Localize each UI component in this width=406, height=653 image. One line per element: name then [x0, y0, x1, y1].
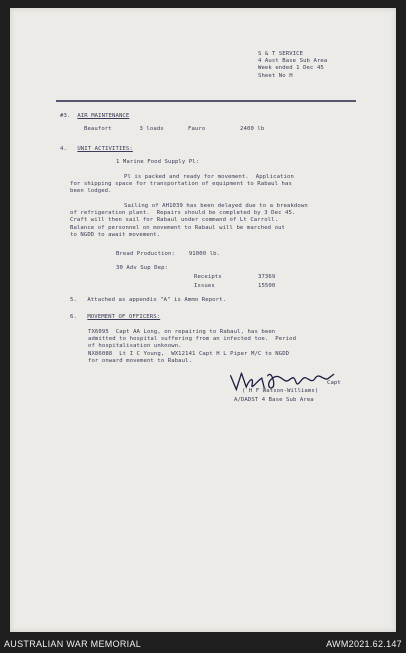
text-line: Sailing of AH1039 has been delayed due to a breakdown	[124, 203, 308, 209]
text-line: Craft will then sail for Rabaul under command of Lt Carroll.	[70, 217, 279, 224]
text-line: NX86088 Lt I C Young, WX12141 Capt H L Piper M/C to NGDD	[88, 350, 290, 357]
header-rule	[56, 100, 356, 102]
signatory-title: A/DADST 4 Base Sub Area	[234, 397, 314, 403]
text-line: Pl is packed and ready for movement. Application	[124, 174, 294, 180]
section-4-heading	[60, 146, 133, 153]
section-number: 4.	[60, 146, 67, 152]
subunit-heading: 1 Marine Food Supply Pl:	[116, 159, 200, 165]
paragraph-2	[70, 203, 308, 239]
paragraph-1	[70, 174, 294, 196]
footer-accession-number: AWM2021.62.147	[326, 639, 402, 649]
header-line: Week ended 1 Dec 45	[258, 65, 324, 72]
section-title: MOVEMENT OF OFFICERS:	[87, 314, 161, 320]
signature-rank: Capt	[327, 380, 341, 386]
issues-label: Issues	[194, 283, 215, 289]
text-line: Balance of personnel on movement to Rabaul will be marched out	[70, 224, 285, 231]
header-line: S & T SERVICE	[258, 51, 304, 57]
footer-institution: AUSTRALIAN WAR MEMORIAL	[4, 639, 142, 649]
issues-value: 15500	[258, 283, 276, 289]
section-title: AIR MAINTENANCE	[77, 113, 130, 119]
section-number: #3.	[60, 113, 71, 119]
text-line: to NGDD to await movement.	[70, 231, 161, 238]
header-line: 4 Aust Base Sub Area	[258, 58, 328, 65]
section-number: 6.	[70, 314, 77, 320]
text-line: for shipping space for transportation of equipment to Rabaul has	[70, 181, 292, 188]
paragraph-3	[88, 329, 296, 365]
signatory-name: ( H F Watson-Williams)	[242, 388, 319, 394]
unit-header	[258, 51, 327, 80]
air-maintenance-row: Beaufort 3 loads Fauro 2400 lb	[84, 126, 265, 132]
text-line: of refrigeration plant. Repairs should be completed by 3 Dec 45.	[70, 210, 296, 217]
text-line: TX6095 Capt AA Long, on repairing to Rabaul, has been	[88, 329, 276, 335]
receipts-label: Receipts	[194, 274, 222, 280]
receipts-value: 37369	[258, 274, 276, 280]
bread-production: Bread Production: 91000 lb.	[116, 251, 221, 257]
section-5: 5. Attached as appendix "A" is Ammo Report.	[70, 297, 227, 303]
adv-sup-dep: 30 Adv Sup Dep:	[116, 265, 169, 271]
section-title: UNIT ACTIVITIES:	[77, 146, 133, 152]
section-3-heading	[60, 113, 129, 120]
text-line: of hospitalisation unknown.	[88, 343, 182, 350]
footer-bar	[0, 634, 406, 653]
header-line: Sheet No H	[258, 72, 293, 79]
text-line: admitted to hospital suffering from an infected toe. Period	[88, 336, 297, 343]
text-line: been lodged.	[70, 188, 112, 195]
section-6-heading	[70, 314, 160, 321]
text-line: for onward movement to Rabaul.	[88, 357, 193, 364]
